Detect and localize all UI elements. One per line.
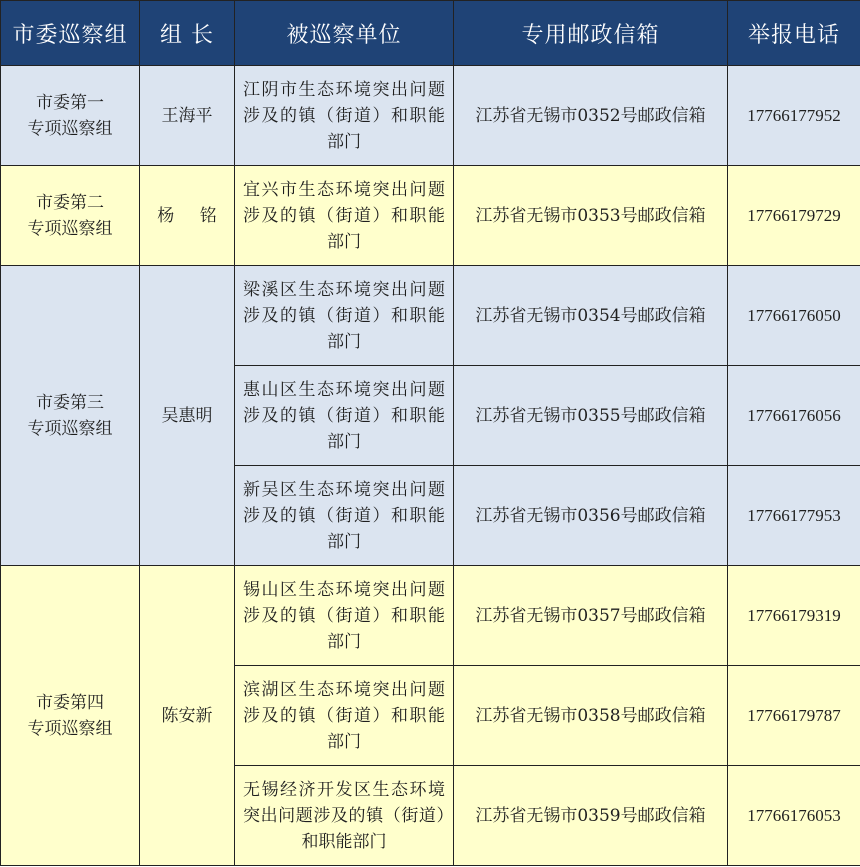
phone-cell: 17766176050 <box>728 266 860 366</box>
header-mailbox: 专用邮政信箱 <box>454 1 728 66</box>
header-row <box>1 1 860 66</box>
phone-cell: 17766177953 <box>728 466 860 566</box>
mailbox-cell: 江苏省无锡市0358号邮政信箱 <box>454 666 728 766</box>
inspected-unit-cell: 江阴市生态环境突出问题涉及的镇（街道）和职能部门 <box>235 66 454 166</box>
leader-cell: 王海平 <box>140 66 235 166</box>
group-name-cell: 市委第三 专项巡察组 <box>1 266 140 566</box>
header-unit: 被巡察单位 <box>235 1 454 66</box>
header-group: 市委巡察组 <box>1 1 140 66</box>
leader-cell: 陈安新 <box>140 566 235 866</box>
inspected-unit-cell: 无锡经济开发区生态环境突出问题涉及的镇（街道）和职能部门 <box>235 766 454 866</box>
mailbox-cell: 江苏省无锡市0357号邮政信箱 <box>454 566 728 666</box>
table-body <box>1 66 860 866</box>
table-row <box>1 266 860 366</box>
phone-cell: 17766179319 <box>728 566 860 666</box>
inspected-unit-cell: 滨湖区生态环境突出问题涉及的镇（街道）和职能部门 <box>235 666 454 766</box>
phone-cell: 17766176056 <box>728 366 860 466</box>
table-row <box>1 566 860 666</box>
mailbox-cell: 江苏省无锡市0359号邮政信箱 <box>454 766 728 866</box>
group-name-cell: 市委第一 专项巡察组 <box>1 66 140 166</box>
group-name-cell: 市委第四 专项巡察组 <box>1 566 140 866</box>
table-header <box>1 1 860 66</box>
table-row <box>1 166 860 266</box>
mailbox-cell: 江苏省无锡市0356号邮政信箱 <box>454 466 728 566</box>
phone-cell: 17766177952 <box>728 66 860 166</box>
leader-cell: 杨 铭 <box>140 166 235 266</box>
mailbox-cell: 江苏省无锡市0354号邮政信箱 <box>454 266 728 366</box>
phone-cell: 17766179787 <box>728 666 860 766</box>
table-row <box>1 66 860 166</box>
header-phone: 举报电话 <box>728 1 860 66</box>
inspected-unit-cell: 锡山区生态环境突出问题涉及的镇（街道）和职能部门 <box>235 566 454 666</box>
inspected-unit-cell: 宜兴市生态环境突出问题涉及的镇（街道）和职能部门 <box>235 166 454 266</box>
phone-cell: 17766179729 <box>728 166 860 266</box>
phone-cell: 17766176053 <box>728 766 860 866</box>
inspected-unit-cell: 新吴区生态环境突出问题涉及的镇（街道）和职能部门 <box>235 466 454 566</box>
mailbox-cell: 江苏省无锡市0352号邮政信箱 <box>454 66 728 166</box>
inspected-unit-cell: 梁溪区生态环境突出问题涉及的镇（街道）和职能部门 <box>235 266 454 366</box>
mailbox-cell: 江苏省无锡市0353号邮政信箱 <box>454 166 728 266</box>
group-name-cell: 市委第二 专项巡察组 <box>1 166 140 266</box>
header-leader: 组 长 <box>140 1 235 66</box>
leader-cell: 吴惠明 <box>140 266 235 566</box>
inspected-unit-cell: 惠山区生态环境突出问题涉及的镇（街道）和职能部门 <box>235 366 454 466</box>
mailbox-cell: 江苏省无锡市0355号邮政信箱 <box>454 366 728 466</box>
